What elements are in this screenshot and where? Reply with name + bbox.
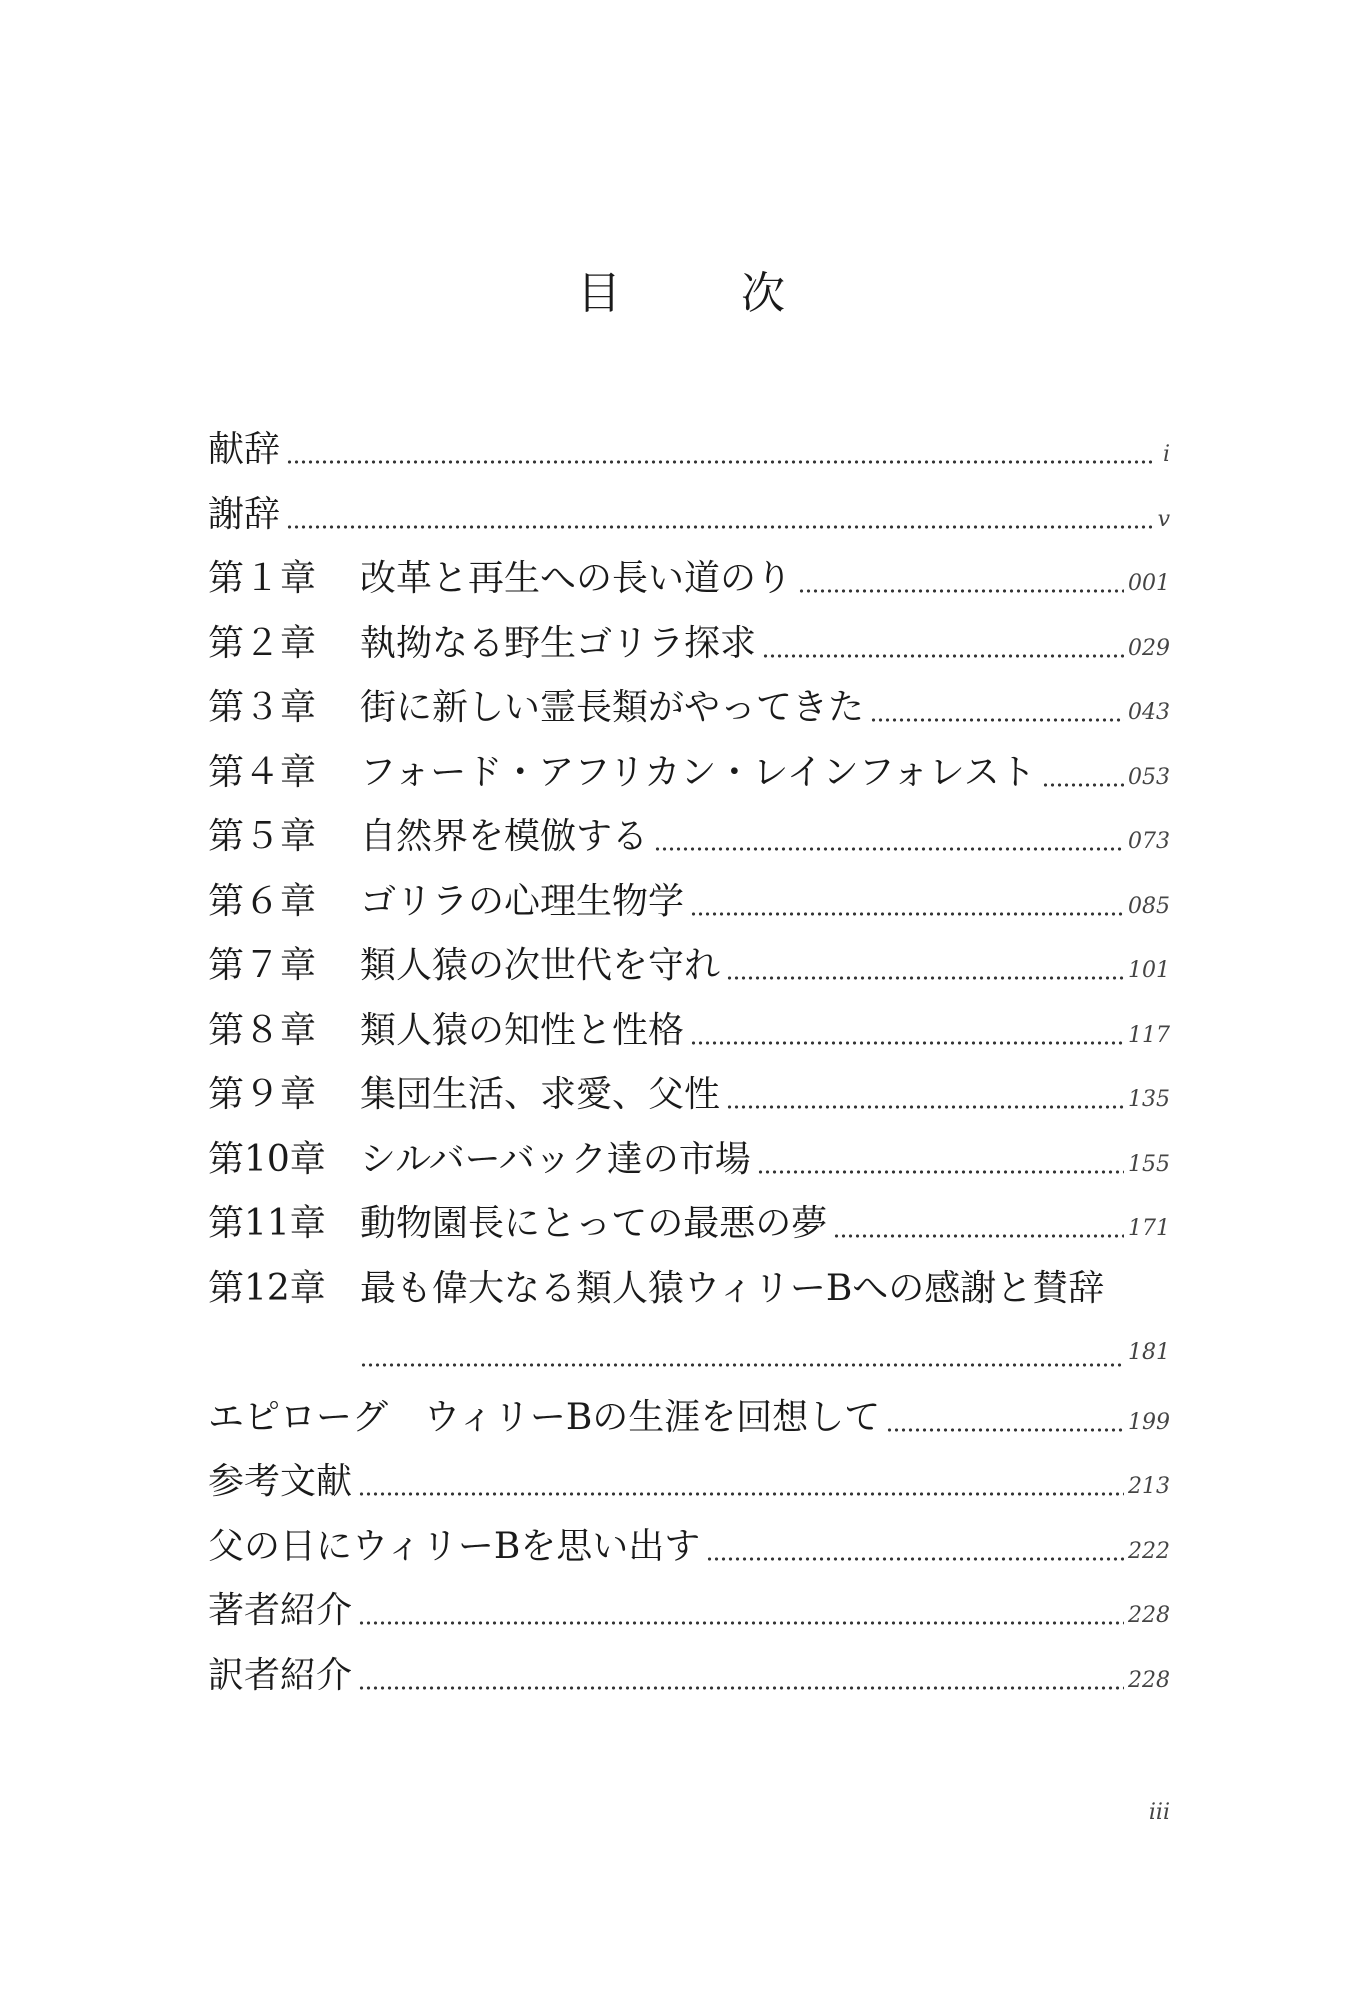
toc-entry-label: 参考文献 — [208, 1461, 353, 1502]
toc-entry-page: 085 — [1128, 893, 1170, 919]
toc-entry-chapter-2 — [208, 612, 1170, 677]
toc-chapter-number: 第３章 — [208, 687, 317, 728]
toc-entry-label: 類人猿の次世代を守れ — [360, 945, 721, 986]
toc-entry-about-author — [208, 1579, 1170, 1644]
toc-chapter-number: 第５章 — [208, 816, 317, 857]
toc-entry-label: 執拗なる野生ゴリラ探求 — [360, 622, 757, 664]
toc-chapter-number: 第８章 — [208, 1009, 317, 1051]
dot-leader — [358, 1450, 1124, 1515]
toc-entry-label: ゴリラの心理生物学 — [360, 880, 685, 922]
toc-entry-label: フォード・アフリカン・レインフォレスト — [360, 751, 1036, 793]
toc-entry-label: 著者紹介 — [208, 1590, 353, 1631]
page-number: iii — [1148, 1800, 1170, 1825]
dot-leader — [690, 870, 1124, 935]
dot-leader — [286, 483, 1152, 548]
toc-chapter-number: 第11章 — [208, 1203, 326, 1244]
dot-leader — [870, 676, 1124, 741]
toc-entry-page: 053 — [1128, 764, 1170, 790]
toc-entry-label: エピローグ ウィリーBの生涯を回想して — [208, 1396, 881, 1438]
toc-entry-chapter-6 — [208, 870, 1170, 935]
dot-leader — [1042, 741, 1124, 806]
dot-leader — [762, 612, 1124, 677]
table-of-contents — [208, 418, 1170, 1708]
toc-entry-label: 訳者紹介 — [208, 1654, 353, 1696]
toc-entry-label: 謝辞 — [208, 493, 281, 535]
toc-entry-label: 改革と再生への長い道のり — [360, 558, 793, 599]
toc-entry-chapter-10 — [208, 1128, 1170, 1193]
toc-chapter-number: 第６章 — [208, 880, 317, 922]
dot-leader — [886, 1386, 1124, 1451]
dot-leader — [654, 805, 1124, 870]
toc-entry-chapter-11 — [208, 1192, 1170, 1257]
toc-entry-page: 001 — [1128, 571, 1170, 596]
dot-leader — [690, 999, 1124, 1064]
toc-entry-page: 213 — [1128, 1474, 1170, 1499]
toc-entry-label: 集団生活、求愛、父性 — [360, 1074, 721, 1115]
toc-entry-chapter-7 — [208, 934, 1170, 999]
dot-leader — [360, 1321, 1124, 1386]
dot-leader — [757, 1128, 1124, 1193]
toc-chapter-number: 第２章 — [208, 622, 317, 664]
toc-entry-page: 135 — [1128, 1087, 1170, 1112]
toc-entry-label: 父の日にウィリーBを思い出す — [208, 1525, 701, 1567]
toc-entry-page: 029 — [1128, 635, 1170, 661]
toc-entry-page: 199 — [1128, 1409, 1170, 1435]
toc-entry-references — [208, 1450, 1170, 1515]
dot-leader — [726, 1063, 1124, 1128]
toc-entry-label: 自然界を模倣する — [360, 816, 649, 857]
toc-entry-label: 献辞 — [208, 429, 281, 470]
toc-entry-label: 街に新しい霊長類がやってきた — [360, 687, 865, 728]
toc-entry-label: 動物園長にとっての最悪の夢 — [360, 1203, 828, 1244]
toc-entry-chapter-12-continuation — [208, 1321, 1170, 1386]
page-title: 目 次 — [577, 268, 823, 319]
toc-entry-label: シルバーバック達の市場 — [360, 1138, 751, 1180]
toc-entry-chapter-12 — [208, 1257, 1170, 1322]
toc-entry-dedication — [208, 418, 1170, 483]
toc-chapter-number: 第12章 — [208, 1267, 326, 1309]
toc-chapter-number: 第１章 — [208, 558, 317, 599]
toc-entry-page: 073 — [1128, 829, 1170, 854]
toc-entry-fathers-day — [208, 1515, 1170, 1580]
toc-entry-acknowledgments — [208, 483, 1170, 548]
toc-entry-page: 228 — [1128, 1603, 1170, 1628]
toc-entry-chapter-8 — [208, 999, 1170, 1064]
toc-entry-label: 最も偉大なる類人猿ウィリーBへの感謝と賛辞 — [360, 1267, 1105, 1309]
toc-entry-chapter-9 — [208, 1063, 1170, 1128]
toc-chapter-number: 第９章 — [208, 1074, 317, 1115]
dot-leader — [358, 1579, 1124, 1644]
dot-leader — [706, 1515, 1124, 1580]
toc-entry-chapter-4 — [208, 741, 1170, 806]
toc-entry-label: 類人猿の知性と性格 — [360, 1009, 685, 1051]
dot-leader — [286, 418, 1152, 483]
toc-entry-page: 171 — [1128, 1216, 1170, 1241]
toc-entry-page: 181 — [1128, 1340, 1170, 1365]
dot-leader — [798, 547, 1124, 612]
toc-entry-chapter-3 — [208, 676, 1170, 741]
dot-leader — [833, 1192, 1124, 1257]
toc-entry-page: 043 — [1128, 700, 1170, 725]
toc-chapter-number: 第７章 — [208, 945, 317, 986]
toc-entry-page: v — [1157, 506, 1170, 532]
toc-chapter-number: 第４章 — [208, 751, 317, 793]
toc-entry-page: 117 — [1128, 1022, 1170, 1048]
toc-entry-chapter-5 — [208, 805, 1170, 870]
toc-entry-page: 101 — [1128, 958, 1170, 983]
dot-leader — [358, 1644, 1124, 1709]
toc-chapter-number: 第10章 — [208, 1138, 326, 1180]
toc-entry-chapter-1 — [208, 547, 1170, 612]
dot-leader — [726, 934, 1124, 999]
toc-entry-about-translator — [208, 1644, 1170, 1709]
toc-entry-epilogue — [208, 1386, 1170, 1451]
toc-entry-page: 222 — [1128, 1538, 1170, 1564]
toc-entry-page: 228 — [1128, 1667, 1170, 1693]
toc-entry-page: i — [1162, 442, 1170, 467]
toc-entry-page: 155 — [1128, 1151, 1170, 1177]
